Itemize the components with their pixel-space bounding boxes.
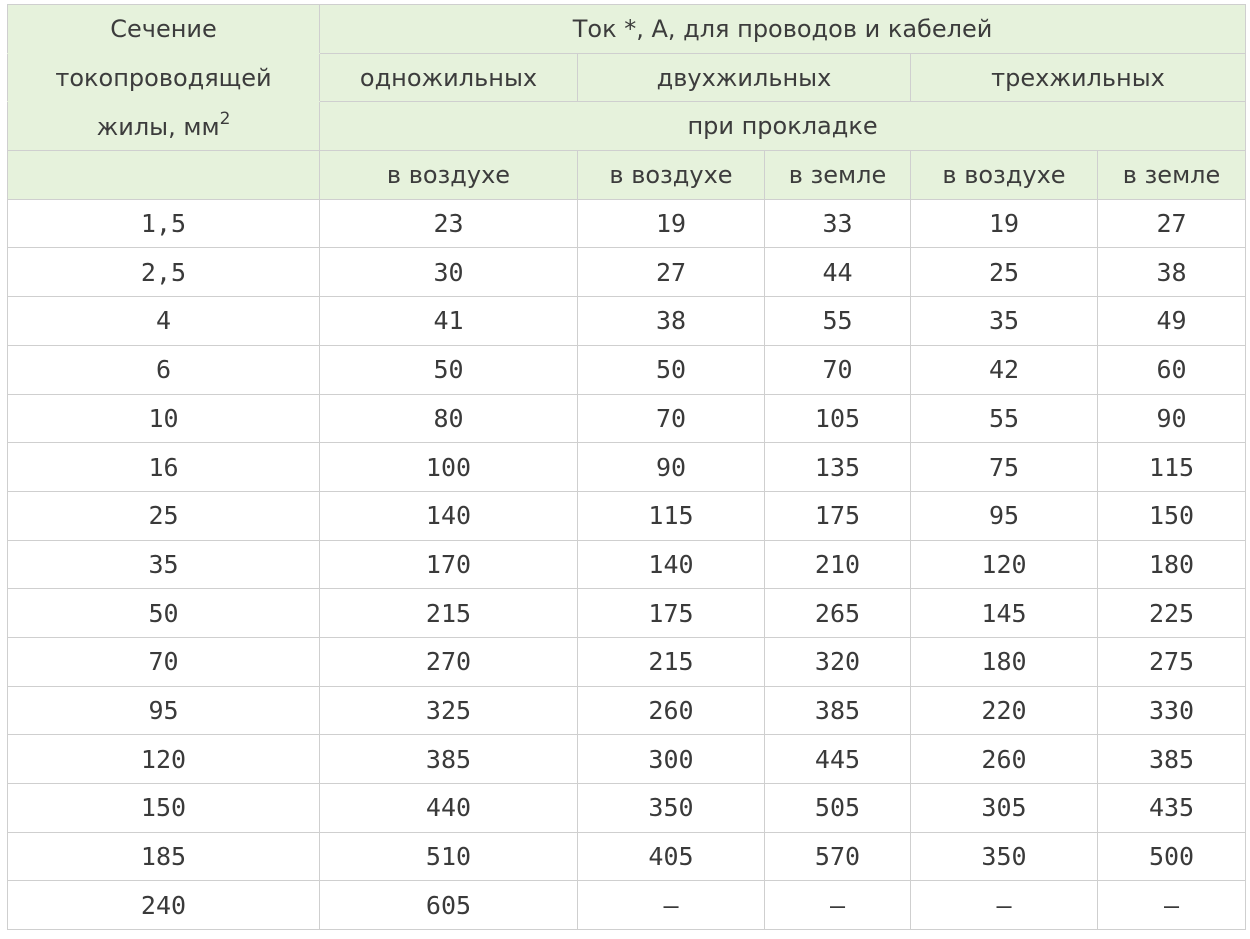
header-row-4: [8, 151, 1246, 200]
two-core-air-cell: 405: [578, 832, 765, 881]
single-core-air-cell: 170: [320, 540, 578, 589]
three-core-air-cell: 19: [911, 199, 1098, 248]
three-core-air-cell: 95: [911, 491, 1098, 540]
two-core-ground-cell: 265: [765, 589, 911, 638]
three-core-air-cell: 55: [911, 394, 1098, 443]
single-core-air-cell: 100: [320, 443, 578, 492]
single-core-air-cell: 215: [320, 589, 578, 638]
three-core-ground-cell: 385: [1098, 735, 1246, 784]
single-core-air-cell: 385: [320, 735, 578, 784]
single-core-air-cell: 30: [320, 248, 578, 297]
two-core-air-cell: 70: [578, 394, 765, 443]
three-core-ground-cell: 49: [1098, 297, 1246, 346]
three-core-ground-cell: 225: [1098, 589, 1246, 638]
two-core-air-cell: 115: [578, 491, 765, 540]
two-core-ground-cell: 210: [765, 540, 911, 589]
three-core-air-cell: 120: [911, 540, 1098, 589]
two-core-air-cell: 260: [578, 686, 765, 735]
two-core-ground-cell: 44: [765, 248, 911, 297]
table-row: [8, 686, 1246, 735]
single-core-air-cell: 325: [320, 686, 578, 735]
three-core-ground-cell: 275: [1098, 637, 1246, 686]
single-core-air-cell: 80: [320, 394, 578, 443]
two-core-ground-cell: 175: [765, 491, 911, 540]
two-core-ground-header: в земле: [765, 151, 911, 200]
two-core-ground-cell: 570: [765, 832, 911, 881]
two-core-air-cell: 27: [578, 248, 765, 297]
three-core-ground-header: в земле: [1098, 151, 1246, 200]
table-row: [8, 199, 1246, 248]
section-cell: 1,5: [8, 199, 320, 248]
three-core-ground-cell: 27: [1098, 199, 1246, 248]
three-core-ground-cell: 180: [1098, 540, 1246, 589]
section-cell: 16: [8, 443, 320, 492]
section-cell: 10: [8, 394, 320, 443]
header-row-1: [8, 5, 1246, 54]
single-core-air-cell: 41: [320, 297, 578, 346]
section-cell: 2,5: [8, 248, 320, 297]
section-cell: 240: [8, 881, 320, 930]
section-cell: 25: [8, 491, 320, 540]
table-row: [8, 637, 1246, 686]
two-core-ground-cell: 385: [765, 686, 911, 735]
cable-current-table: [7, 4, 1246, 930]
two-core-air-header: в воздухе: [578, 151, 765, 200]
section-unit-superscript: 2: [219, 109, 231, 130]
three-core-ground-cell: 330: [1098, 686, 1246, 735]
two-core-ground-cell: 505: [765, 784, 911, 833]
three-core-air-cell: 220: [911, 686, 1098, 735]
table-row: [8, 491, 1246, 540]
section-cell: 150: [8, 784, 320, 833]
section-cell: 185: [8, 832, 320, 881]
section-cell: 4: [8, 297, 320, 346]
two-core-air-cell: 350: [578, 784, 765, 833]
empty-header-cell: [8, 151, 320, 200]
section-header-line-1: Сечение: [8, 5, 320, 54]
three-core-air-cell: 305: [911, 784, 1098, 833]
three-core-ground-cell: 90: [1098, 394, 1246, 443]
two-core-ground-cell: 445: [765, 735, 911, 784]
three-core-air-cell: 260: [911, 735, 1098, 784]
section-cell: 6: [8, 345, 320, 394]
single-core-air-header: в воздухе: [320, 151, 578, 200]
table-row: [8, 589, 1246, 638]
single-core-air-cell: 23: [320, 199, 578, 248]
two-core-ground-cell: 105: [765, 394, 911, 443]
three-core-air-cell: –: [911, 881, 1098, 930]
two-core-air-cell: 215: [578, 637, 765, 686]
three-core-air-cell: 25: [911, 248, 1098, 297]
section-unit-label: жилы, мм: [96, 113, 220, 142]
three-core-air-cell: 350: [911, 832, 1098, 881]
table-row: [8, 735, 1246, 784]
three-core-air-cell: 145: [911, 589, 1098, 638]
two-core-air-cell: 90: [578, 443, 765, 492]
three-core-ground-cell: 38: [1098, 248, 1246, 297]
two-core-air-cell: 140: [578, 540, 765, 589]
section-cell: 50: [8, 589, 320, 638]
two-core-air-cell: 38: [578, 297, 765, 346]
table-row: [8, 297, 1246, 346]
table-row: [8, 881, 1246, 930]
two-core-air-cell: 300: [578, 735, 765, 784]
header-row-3: [8, 102, 1246, 151]
two-core-ground-cell: 70: [765, 345, 911, 394]
two-core-ground-cell: 55: [765, 297, 911, 346]
table-row: [8, 248, 1246, 297]
table-row: [8, 540, 1246, 589]
three-core-ground-cell: 500: [1098, 832, 1246, 881]
section-header-line-3: [8, 102, 320, 151]
section-cell: 95: [8, 686, 320, 735]
three-core-ground-cell: 115: [1098, 443, 1246, 492]
two-core-air-cell: 175: [578, 589, 765, 638]
single-core-air-cell: 605: [320, 881, 578, 930]
single-core-air-cell: 510: [320, 832, 578, 881]
two-core-ground-cell: –: [765, 881, 911, 930]
section-cell: 70: [8, 637, 320, 686]
two-core-ground-cell: 33: [765, 199, 911, 248]
section-cell: 35: [8, 540, 320, 589]
three-core-ground-cell: 150: [1098, 491, 1246, 540]
two-core-ground-cell: 320: [765, 637, 911, 686]
section-header-line-2: токопроводящей: [8, 53, 320, 102]
three-core-ground-cell: –: [1098, 881, 1246, 930]
header-row-2: [8, 53, 1246, 102]
three-core-air-cell: 42: [911, 345, 1098, 394]
three-core-air-cell: 180: [911, 637, 1098, 686]
three-core-ground-cell: 435: [1098, 784, 1246, 833]
three-core-header: трехжильных: [911, 53, 1246, 102]
two-core-air-cell: 19: [578, 199, 765, 248]
single-core-air-cell: 440: [320, 784, 578, 833]
laying-header: при прокладке: [320, 102, 1246, 151]
table-row: [8, 394, 1246, 443]
table-row: [8, 784, 1246, 833]
three-core-air-header: в воздухе: [911, 151, 1098, 200]
current-title-header: Ток *, А, для проводов и кабелей: [320, 5, 1246, 54]
three-core-air-cell: 35: [911, 297, 1098, 346]
table-row: [8, 345, 1246, 394]
section-cell: 120: [8, 735, 320, 784]
three-core-air-cell: 75: [911, 443, 1098, 492]
table-row: [8, 443, 1246, 492]
three-core-ground-cell: 60: [1098, 345, 1246, 394]
table-row: [8, 832, 1246, 881]
single-core-header: одножильных: [320, 53, 578, 102]
single-core-air-cell: 270: [320, 637, 578, 686]
two-core-air-cell: 50: [578, 345, 765, 394]
single-core-air-cell: 50: [320, 345, 578, 394]
two-core-air-cell: –: [578, 881, 765, 930]
two-core-header: двухжильных: [578, 53, 911, 102]
two-core-ground-cell: 135: [765, 443, 911, 492]
single-core-air-cell: 140: [320, 491, 578, 540]
